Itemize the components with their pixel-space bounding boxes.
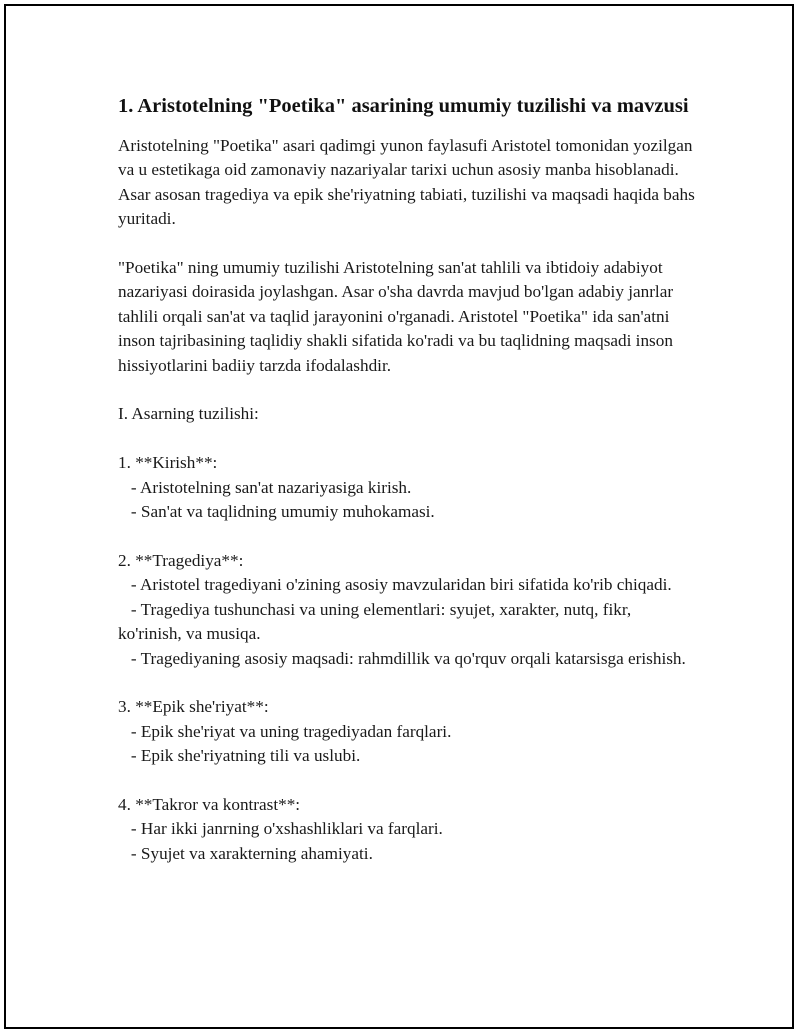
- document-title: 1. Aristotelning "Poetika" asarining umumiy tuzilishi va mavzusi: [118, 95, 689, 117]
- document-content: [118, 92, 698, 866]
- document-body: Aristotelning "Poetika" asari qadimgi yunon faylasufi Aristotel tomonidan yozilgan va u estetikaga oid zamonaviy nazariyalar tarixi uchun asosiy manba hisoblanadi. Asar asosan tragediya va epik she'riyatning tabiati, tuzilishi va maqsadi haqida bahs yuritadi. "Poetika" ning umumiy tuzilishi Aristotelning san'at tahlili va ibtidoiy adabiyot nazariyasi doirasida joylashgan. Asar o'sha davrda mavjud bo'lgan adabiy janrlar tahlili orqali san'at va taqlid jarayonini o'rganadi. Aristotel "Poetika" ida san'atni inson tajribasining taqlidiy shakli sifatida ko'radi va bu taqlidning maqsadi inson hissiyotlarini badiiy tarzda ifodalashdir. I. Asarning tuzilishi: 1. **Kirish**: - Aristotelning san'at nazariyasiga kirish. - San'at va taqlidning umumiy muhokamasi. 2. **Tragediya**: - Aristotel tragediyani o'zining asosiy mavzularidan biri sifatida ko'rib chiqadi. - Tragediya tushunchasi va uning elementlari: syujet, xarakter, nutq, fikr, ko'rinish, va musiqa. - Tragediyaning asosiy maqsadi: rahmdillik va qo'rquv orqali katarsisga erishish. 3. **Epik she'riyat**: - Epik she'riyat va uning tragediyadan farqlari. - Epik she'riyatning tili va uslubi. 4. **Takror va kontrast**: - Har ikki janrning o'xshashliklari va farqlari. - Syujet va xarakterning ahamiyati.: [118, 136, 695, 863]
